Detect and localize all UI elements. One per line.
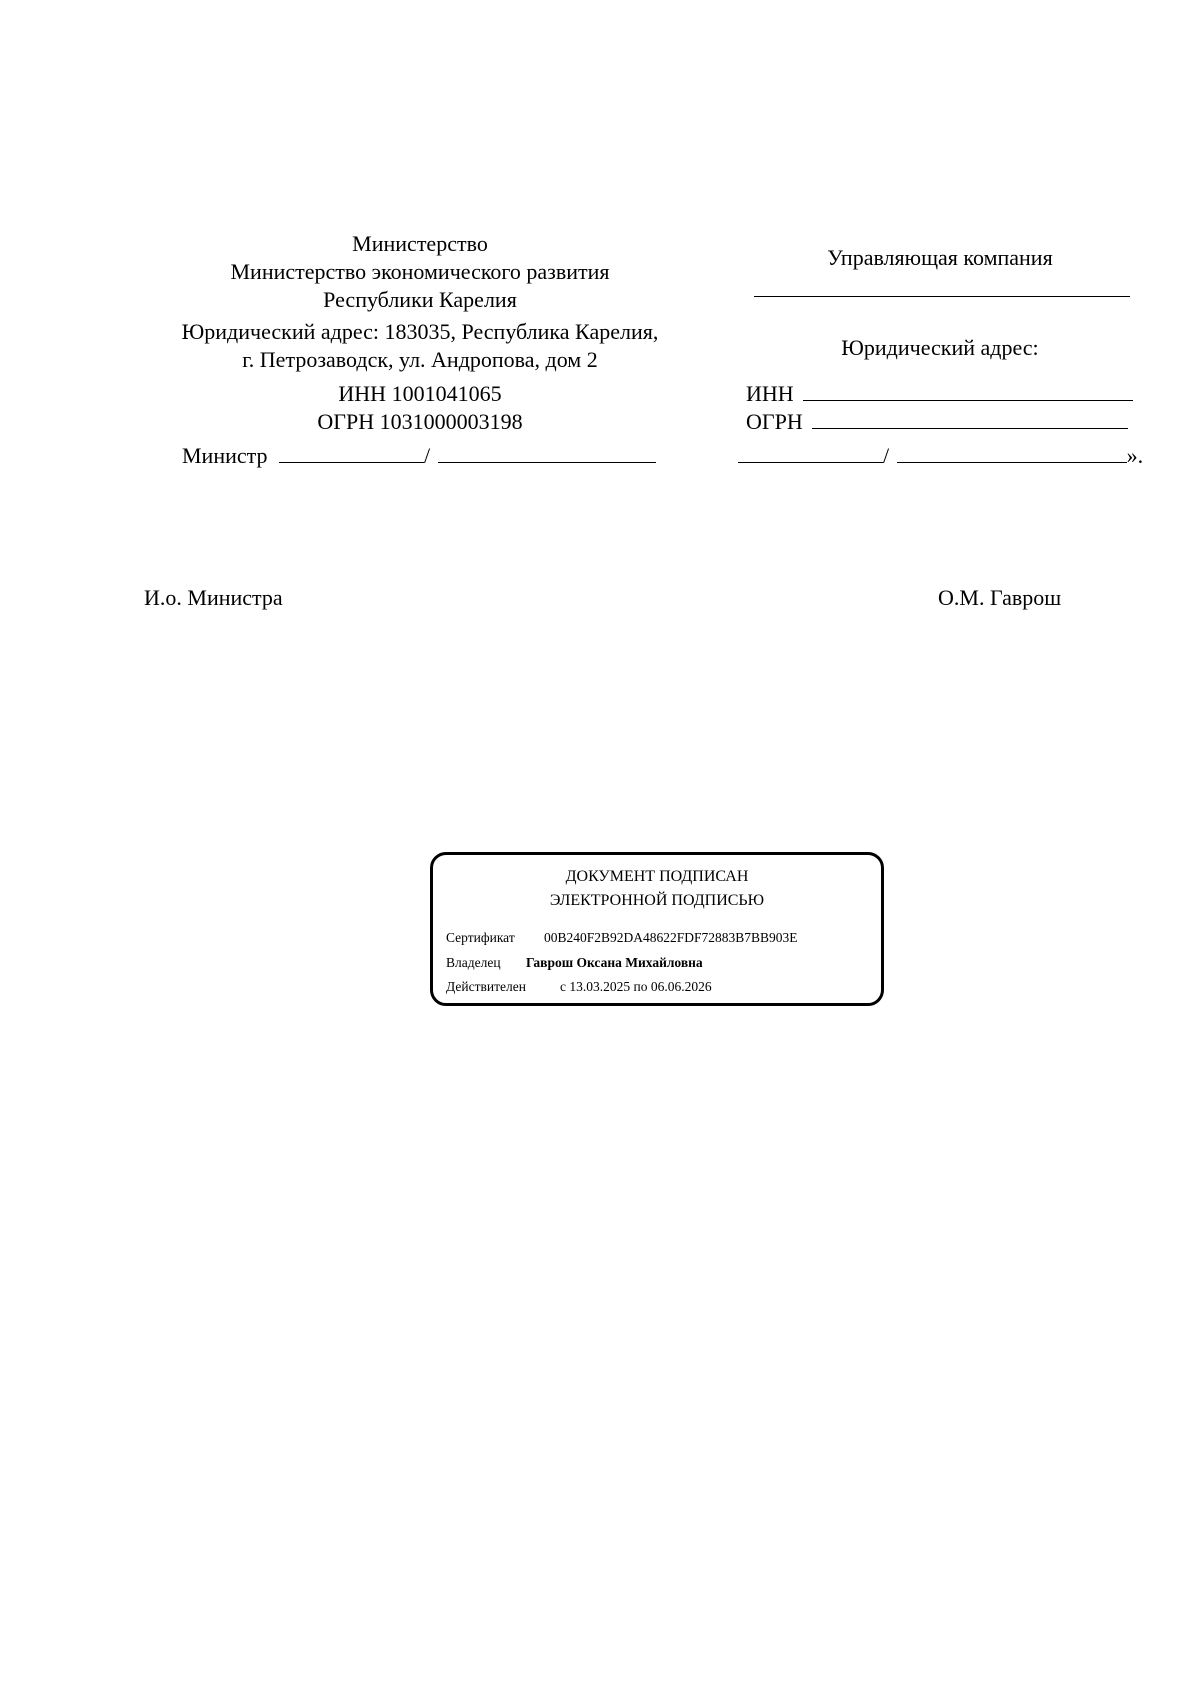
stamp-valid-from: 13.03.2025 <box>569 979 631 994</box>
company-ogrn-label: ОГРН <box>746 409 803 434</box>
minister-signature-blank <box>279 442 424 463</box>
company-title: Управляющая компания <box>827 245 1053 270</box>
company-name-blank <box>754 296 1130 297</box>
ministry-heading: Министерство <box>352 231 488 256</box>
closing-quote: ». <box>1126 443 1144 468</box>
stamp-owner-row <box>446 954 703 972</box>
ministry-address-line1: Юридический адрес: 183035, Республика Карелия, <box>181 319 659 344</box>
company-signature-blank <box>738 442 883 463</box>
stamp-valid-to-prefix: по <box>633 979 648 994</box>
stamp-validity-row <box>446 978 712 996</box>
signatory-name: О.М. Гаврош <box>938 585 1062 610</box>
minister-signature-slash: / <box>424 443 431 468</box>
ministry-name: Министерство экономического развития <box>230 259 610 284</box>
minister-signature-line <box>182 442 656 470</box>
company-inn-label: ИНН <box>746 381 794 406</box>
stamp-valid-to: 06.06.2026 <box>650 979 712 994</box>
ministry-address-line2: г. Петрозаводск, ул. Андропова, дом 2 <box>242 347 598 372</box>
minister-signature-label: Министр <box>182 443 268 468</box>
company-name-signature-blank <box>897 442 1127 463</box>
e-signature-stamp <box>430 852 884 1006</box>
company-ogrn-line <box>746 408 1128 436</box>
stamp-certificate-row <box>446 929 798 947</box>
ministry-inn: ИНН 1001041065 <box>338 381 502 406</box>
company-signature-line <box>738 442 1143 470</box>
company-inn-blank <box>803 380 1133 401</box>
company-address-label: Юридический адрес: <box>841 335 1039 360</box>
stamp-certificate-value: 00B240F2B92DA48622FDF72883B7BB903E <box>544 930 798 945</box>
stamp-title-line2: ЭЛЕКТРОННОЙ ПОДПИСЬЮ <box>549 892 765 909</box>
ministry-ogrn: ОГРН 1031000003198 <box>317 409 523 434</box>
minister-name-blank <box>438 442 656 463</box>
signatory-position: И.о. Министра <box>144 585 283 610</box>
stamp-owner-value: Гаврош Оксана Михайловна <box>526 955 703 970</box>
stamp-valid-from-prefix: с <box>560 979 566 994</box>
company-inn-line <box>746 380 1133 408</box>
ministry-region: Республики Карелия <box>323 287 517 312</box>
company-signature-slash: / <box>883 443 890 468</box>
stamp-certificate-label: Сертификат <box>446 930 515 945</box>
stamp-owner-label: Владелец <box>446 955 501 970</box>
stamp-valid-label: Действителен <box>446 979 526 994</box>
company-ogrn-blank <box>812 408 1128 429</box>
stamp-title-line1: ДОКУМЕНТ ПОДПИСАН <box>565 868 749 885</box>
